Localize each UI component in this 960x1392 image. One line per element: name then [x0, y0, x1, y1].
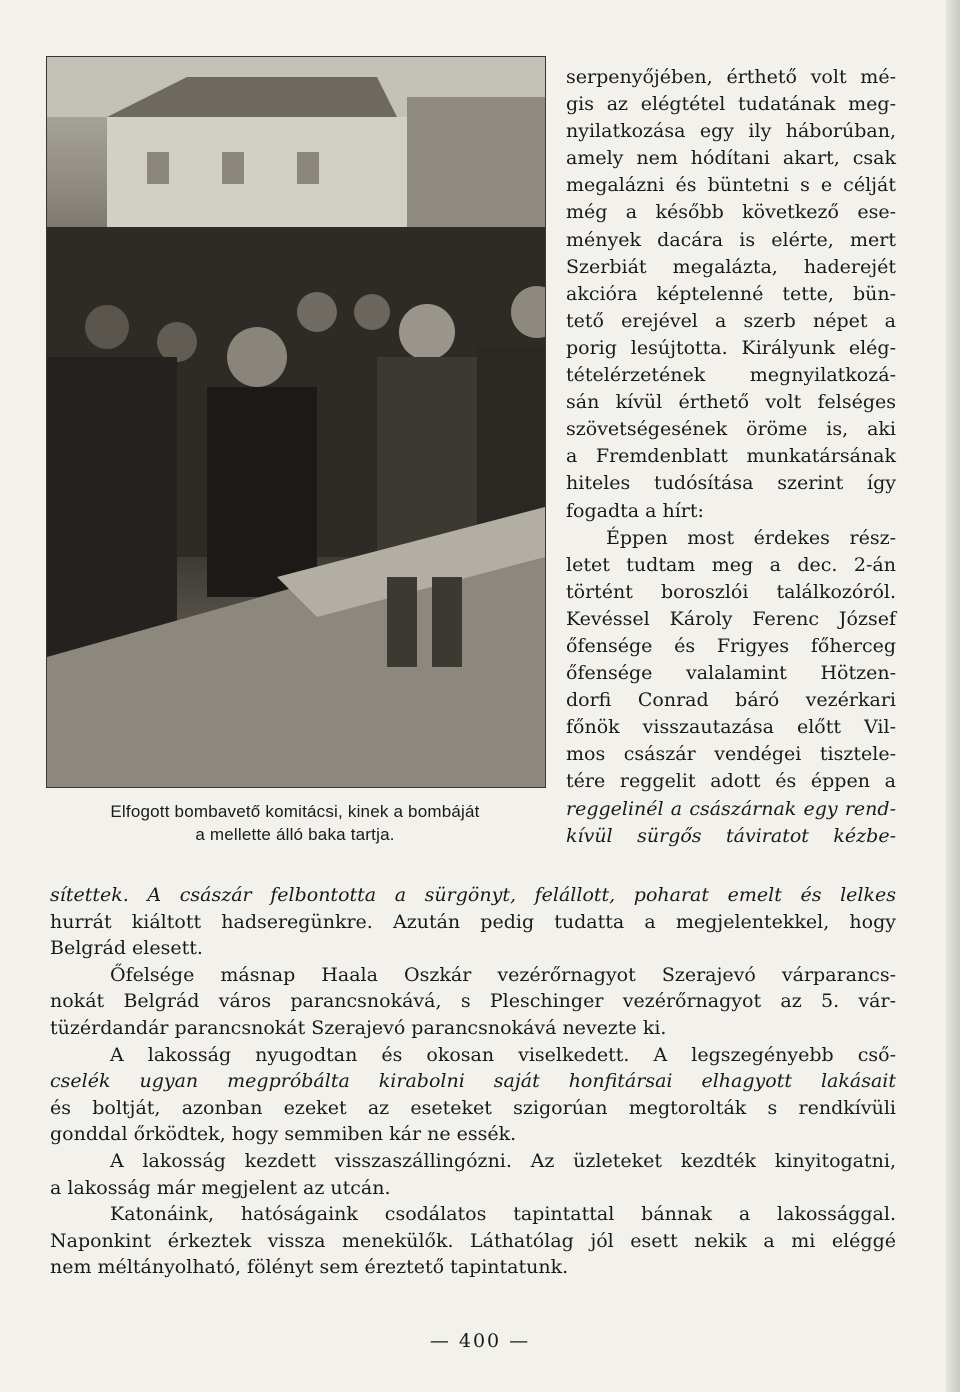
text-line: gonddal őrködtek, hogy semmiben kár ne essék. [50, 1123, 517, 1146]
text-line: fogadta a hírt: [566, 499, 704, 522]
text-line: Naponkint érkeztek vissza menekülők. Láthatólag jól esett nekik a mi eléggé [50, 1229, 896, 1252]
text-line: őfensége és Frigyes főherceg [566, 634, 896, 657]
text-line: tüzérdandár parancsnokát Szerajevó parancsnokává nevezte ki. [50, 1016, 667, 1039]
text-line: Kevéssel Károly Ferenc József [566, 607, 896, 630]
historical-photograph [46, 56, 546, 788]
text-line: Szerbiát megalázta, haderejét [566, 255, 896, 278]
text-line: még a később következő ese- [566, 201, 896, 224]
text-line: A lakosság nyugodtan és okosan viselkedett. A legszegényebb cső- [110, 1043, 896, 1066]
text-line: Éppen most érdekes rész- [606, 526, 896, 549]
text-line: cselék ugyan megpróbálta kirabolni saját honfitársai elhagyott lakásait [50, 1070, 896, 1093]
caption-line: a mellette álló baka tartja. [195, 825, 395, 844]
text-line: A lakosság kezdett visszaszállingózni. Az üzleteket kezdték kinyitogatni, [110, 1149, 896, 1172]
text-line: sítettek. A császár felbontotta a sürgönyt, felállott, poharat emelt és lelkes [50, 884, 896, 906]
text-line: kívül sürgős táviratot kézbe- [566, 824, 896, 847]
text-line: tére reggelit adott és éppen a [566, 770, 896, 793]
caption-line: Elfogott bombavető komitácsi, kinek a bombáját [110, 802, 480, 821]
text-line: sán kívül érthető volt felséges [566, 391, 896, 414]
page-edge [946, 0, 960, 1392]
text-line: hurrát kiáltott hadseregünkre. Azután pedig tudatta a megjelentekkel, hogy [50, 910, 896, 933]
text-line: hiteles tudósítása szerint így [566, 472, 896, 495]
text-line: porig lesújtotta. Királyunk elég- [566, 336, 896, 359]
full-width-text [50, 882, 896, 1281]
photo-caption [46, 800, 544, 846]
text-line: Katonáink, hatóságaink csodálatos tapintattal bánnak a lakossággal. [110, 1203, 896, 1226]
text-line: reggelinél a császárnak egy rend- [566, 797, 896, 820]
text-line: tételérzetének megnyilatkozá- [566, 364, 896, 387]
text-line: amely nem hódítani akart, csak [566, 147, 896, 170]
text-line: és boltját, azonban ezeket az eseteket szigorúan megtorolták s rendkívüli [50, 1096, 896, 1119]
text-line: tető erejével a szerb népet a [566, 309, 896, 332]
text-line: gis az elégtétel tudatának meg- [566, 93, 896, 116]
text-line: Őfelsége másnap Haala Oszkár vezérőrnagyot Szerajevó várparancs- [110, 963, 896, 986]
text-line: serpenyőjében, érthető volt mé- [566, 66, 896, 88]
text-line: főnök visszautazása előtt Vil- [566, 716, 896, 739]
text-line: nokát Belgrád város parancsnokává, s Pleschinger vezérőrnagyot az 5. vár- [50, 990, 896, 1013]
page-number: — 400 — [429, 1330, 531, 1352]
text-line: történt boroszlói találkozóról. [566, 580, 896, 603]
text-line: őfensége valalamint Hötzen- [566, 662, 896, 685]
text-line: nem méltányolható, fölényt sem éreztető tapintatunk. [50, 1256, 569, 1279]
text-column [566, 64, 896, 850]
text-line: szövetségesének öröme is, aki [566, 418, 896, 441]
text-line: a lakosság már megjelent az utcán. [50, 1176, 391, 1199]
text-line: mények dacára is elérte, mert [566, 228, 896, 251]
text-line: a Fremdenblatt munkatársának [566, 445, 896, 468]
text-line: dorfi Conrad báró vezérkari [566, 689, 896, 712]
text-line: Belgrád elesett. [50, 937, 203, 960]
text-line: akcióra képtelenné tette, bün- [566, 282, 896, 305]
text-line: letet tudtam meg a dec. 2-án [566, 553, 896, 576]
text-line: mos császár vendégei tisztele- [566, 743, 896, 766]
text-line: megalázni és büntetni s e célját [566, 174, 896, 197]
text-line: nyilatkozása egy ily háborúban, [566, 120, 896, 143]
